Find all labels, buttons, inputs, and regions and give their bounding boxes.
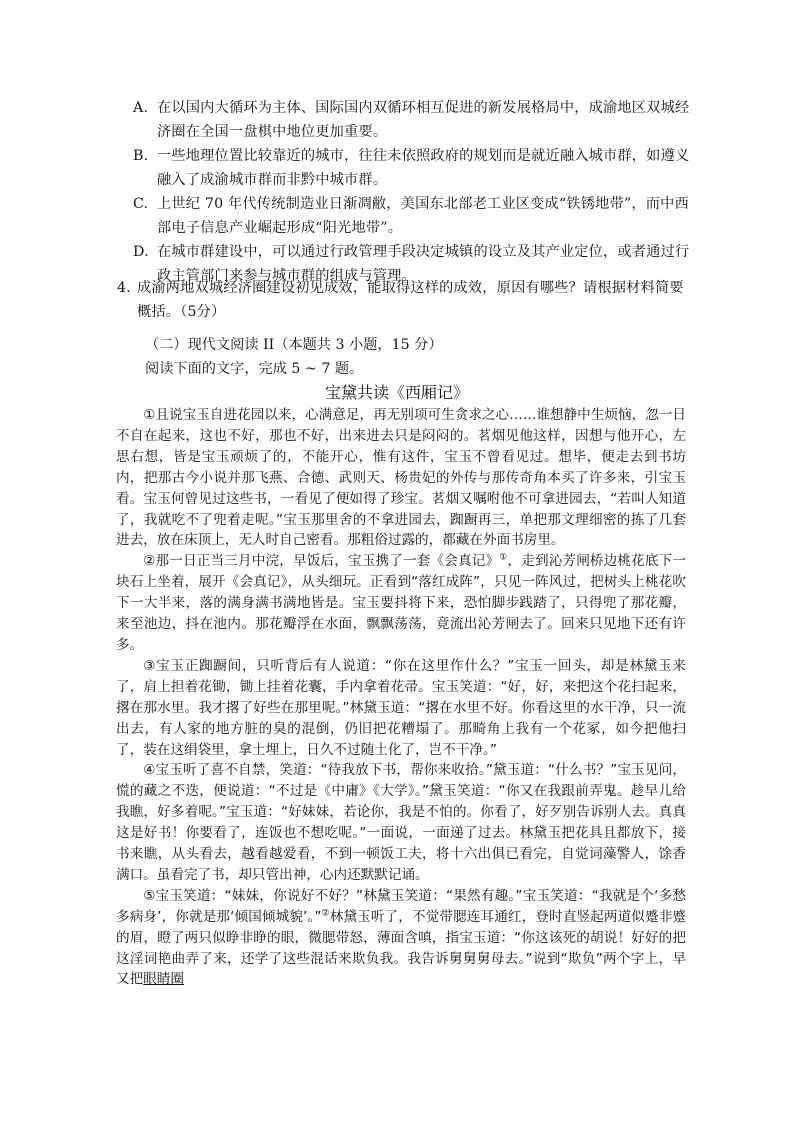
option-key: C. (133, 196, 149, 212)
underlined-text: 眼睛圈 (143, 971, 184, 988)
paragraph-text: ②那一日正当三月中浣，早饭后，宝玉携了一套《会真记》 (143, 553, 500, 570)
paragraph-5 (116, 886, 686, 991)
option-key: B. (133, 148, 149, 164)
paragraph-text: ，走到沁芳闸桥边桃花底下一块石上坐着，展开《会真记》，从头细玩。正看到“落红成阵”，只见一阵风过，把树头上桃花吹下一大半来，落的满身满书满地皆是。宝玉要抖将下来，恐怕脚步践踏了，只得兜了那花瓣，来至池边，抖在池内。那花瓣浮在水面，飘飘荡荡，竟流出沁芳闸去了。回来只见地下还有许多。 (116, 553, 687, 653)
question-4 (117, 276, 695, 324)
option-key: A. (133, 100, 149, 116)
option-text: 上世纪 70 年代传统制造业日渐凋敝，美国东北部老工业区变成“铁锈地带”，而中西部电子信息产业崛起形成“阳光地带”。 (157, 196, 689, 236)
section-heading: （二）现代文阅读 II（本题共 3 小题，15 分） (145, 337, 443, 353)
option-c (133, 192, 693, 240)
paragraph-3: ③宝玉正踟蹰间，只听背后有人说道：“你在这里作什么？”宝玉一回头，却是林黛玉来了，肩上担着花锄，锄上挂着花囊，手内拿着花帚。宝玉笑道：“好，好，来把这个花扫起来，撂在那水里。我才撂了好些在那里呢。”林黛玉道：“撂在水里不好。你看这里的水干净，只一流出去，有人家的地方脏的臭的混倒，仍旧把花糟塌了。那畸角上我有一个花冢，如今把他扫了，装在这绢袋里，拿土埋上，日久不过随土化了，岂不干净。” (116, 657, 686, 758)
question-text: 成渝两地双城经济圈建设初见成效，能取得这样的成效，原因有哪些？请根据材料简要概括。（5分） (137, 280, 684, 320)
passage-title: 宝黛共读《西厢记》 (324, 383, 469, 402)
option-b (133, 144, 693, 192)
question-number: 4. (117, 280, 131, 296)
paragraph-text: 林黛玉听了，不觉带腮连耳通红，登时直竖起两道似蹙非蹙的眉，瞪了两只似睁非睁的眼，微腮带怒，薄面含嗔，指宝玉道：“你这该死的胡说！好好的把这淫词艳曲弄了来，还学了这些混话来欺负我。我告诉舅舅舅母去。”说到“欺负”两个字上，早又把 (116, 908, 686, 988)
paragraph-text: ⑤宝玉笑道：“妹妹，你说好不好？”林黛玉笑道：“果然有趣。”宝玉笑道：“我就是个‘多愁多病身’，你就是那‘倾国倾城貌’。” (116, 887, 686, 925)
option-a (133, 96, 693, 144)
paragraph-2 (116, 551, 686, 656)
passage-body (116, 405, 686, 990)
footnote-marker: ① (499, 552, 508, 563)
option-text: 在以国内大循环为主体、国际国内双循环相互促进的新发展格局中，成渝地区双城经济圈在全国一盘棋中地位更加重要。 (157, 100, 690, 140)
footnote-marker: ② (321, 908, 330, 919)
paragraph-4: ④宝玉听了喜不自禁，笑道：“待我放下书，帮你来收拾。”黛玉道：“什么书？”宝玉见问，慌的藏之不迭，便说道：“不过是《中庸》《大学》。”黛玉笑道：“你又在我跟前弄鬼。趁早儿给我瞧，好多着呢。”宝玉道：“好妹妹，若论你，我是不怕的。你看了，好歹别告诉别人去。真真这是好书！你要看了，连饭也不想吃呢。”一面说，一面递了过去。林黛玉把花具且都放下，接书来瞧，从头看去，越看越爱看，不到一顿饭工夫，将十六出俱已看完，自觉词藻警人，馀香满口。虽看完了书，却只管出神，心内还默默记诵。 (116, 762, 686, 883)
paragraph-1: ①且说宝玉自进花园以来，心满意足，再无别项可生贪求之心……谁想静中生烦恼，忽一日不自在起来，这也不好，那也不好，出来进去只是闷闷的。茗烟见他这样，因想与他开心，左思右想，皆是宝玉顽烦了的，不能开心，惟有这件，宝玉不曾看见过。想毕，便走去到书坊内，把那古今小说并那飞燕、合德、武则天、杨贵妃的外传与那传奇角本买了许多来，引宝玉看。宝玉何曾见过这些书，一看见了便如得了珍宝。茗烟又嘱咐他不可拿进园去，“若叫人知道了，我就吃不了兜着走呢。”宝玉那里舍的不拿进园去，踟蹰再三，单把那文理细密的拣了几套进去，放在床顶上，无人时自己密看。那粗俗过露的，都藏在外面书房里。 (116, 407, 686, 549)
option-text: 在城市群建设中，可以通过行政管理手段决定城镇的设立及其产业定位，或者通过行政主管部门来参与城市群的组成与管理。 (157, 244, 690, 284)
option-key: D. (133, 244, 149, 260)
option-text: 一些地理位置比较靠近的城市，往往未依照政府的规划而是就近融入城市群，如遵义融入了成渝城市群而非黔中城市群。 (157, 148, 690, 188)
section-instruction: 阅读下面的文字，完成 5 ~ 7 题。 (145, 361, 364, 377)
